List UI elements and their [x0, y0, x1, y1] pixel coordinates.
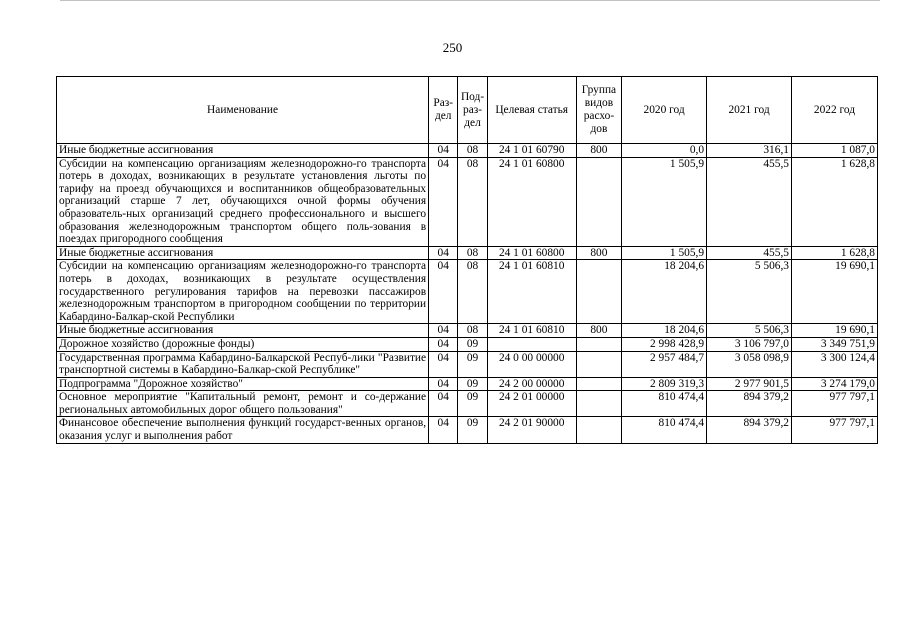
table-row [57, 377, 878, 391]
row-section: 04 [429, 144, 458, 158]
row-target-code: 24 2 01 00000 [487, 391, 576, 417]
table-row [57, 157, 878, 246]
row-amount-2020: 0,0 [622, 144, 707, 158]
header-subsection: Под-раз-дел [458, 77, 487, 144]
table-header-row [57, 77, 878, 144]
row-amount-2020: 2 998 428,9 [622, 337, 707, 351]
row-section: 04 [429, 260, 458, 324]
row-target-code [487, 337, 576, 351]
row-name: Подпрограмма "Дорожное хозяйство" [57, 377, 429, 391]
table-row [57, 260, 878, 324]
row-name: Государственная программа Кабардино-Балкарской Респуб-лики "Развитие транспортной системы в Кабардино-Балкар-ской Республике" [57, 351, 429, 377]
row-amount-2022: 1 628,8 [792, 246, 878, 260]
row-section: 04 [429, 246, 458, 260]
row-group [576, 391, 621, 417]
row-amount-2021: 3 058 098,9 [707, 351, 792, 377]
row-section: 04 [429, 351, 458, 377]
table-row [57, 391, 878, 417]
row-amount-2021: 5 506,3 [707, 260, 792, 324]
row-section: 04 [429, 391, 458, 417]
row-subsection: 08 [458, 144, 487, 158]
table-row [57, 144, 878, 158]
row-target-code: 24 1 01 60800 [487, 246, 576, 260]
header-section: Раз-дел [429, 77, 458, 144]
table-row [57, 351, 878, 377]
table-row [57, 246, 878, 260]
budget-table [56, 76, 878, 444]
row-amount-2020: 2 809 319,3 [622, 377, 707, 391]
row-amount-2021: 455,5 [707, 157, 792, 246]
row-group: 800 [576, 246, 621, 260]
row-subsection: 09 [458, 351, 487, 377]
row-amount-2020: 1 505,9 [622, 246, 707, 260]
row-amount-2021: 455,5 [707, 246, 792, 260]
row-target-code: 24 2 00 00000 [487, 377, 576, 391]
row-name: Иные бюджетные ассигнования [57, 246, 429, 260]
row-amount-2022: 977 797,1 [792, 417, 878, 443]
row-name: Субсидии на компенсацию организациям железнодорожно-го транспорта потерь в доходах, возникающих в результате установления льготы по тарифу на проезд обучающихся и воспитанников общеобразовательных организаций старше 7 лет, обучающихся очной формы обучения образователь-ных организаций среднего профессионального и высшего образования железнодорожным транспортом общего поль-зования в поездах пригородного сообщения [57, 157, 429, 246]
row-amount-2021: 2 977 901,5 [707, 377, 792, 391]
row-group: 800 [576, 324, 621, 338]
row-group [576, 351, 621, 377]
row-subsection: 08 [458, 260, 487, 324]
header-2021: 2021 год [707, 77, 792, 144]
row-subsection: 09 [458, 337, 487, 351]
row-subsection: 09 [458, 417, 487, 443]
row-amount-2020: 810 474,4 [622, 417, 707, 443]
header-target: Целевая статья [487, 77, 576, 144]
row-amount-2022: 977 797,1 [792, 391, 878, 417]
page-number: 250 [442, 40, 463, 55]
row-name: Субсидии на компенсацию организациям железнодорожно-го транспорта потерь в доходах, возникающих в результате осуществления государственного регулирования тарифов на перевозки пассажиров железнодорожным транспортом в пригородном сообщении по территории Кабардино-Балкар-ской Республики [57, 260, 429, 324]
row-subsection: 08 [458, 246, 487, 260]
header-2020: 2020 год [622, 77, 707, 144]
row-amount-2021: 316,1 [707, 144, 792, 158]
row-amount-2022: 3 274 179,0 [792, 377, 878, 391]
row-group [576, 260, 621, 324]
row-amount-2020: 1 505,9 [622, 157, 707, 246]
row-amount-2021: 5 506,3 [707, 324, 792, 338]
row-group [576, 377, 621, 391]
row-amount-2022: 19 690,1 [792, 260, 878, 324]
row-amount-2020: 18 204,6 [622, 260, 707, 324]
row-group [576, 157, 621, 246]
header-2022: 2022 год [792, 77, 878, 144]
row-amount-2021: 894 379,2 [707, 417, 792, 443]
header-group: Группа видов расхо-дов [576, 77, 621, 144]
row-target-code: 24 1 01 60810 [487, 260, 576, 324]
table-row [57, 417, 878, 443]
table-row [57, 324, 878, 338]
row-target-code: 24 0 00 00000 [487, 351, 576, 377]
row-subsection: 08 [458, 157, 487, 246]
row-amount-2022: 3 300 124,4 [792, 351, 878, 377]
row-section: 04 [429, 377, 458, 391]
row-group: 800 [576, 144, 621, 158]
row-amount-2022: 3 349 751,9 [792, 337, 878, 351]
table-row [57, 337, 878, 351]
row-name: Основное мероприятие "Капитальный ремонт, ремонт и со-держание региональных автомобильных дорог общего пользования" [57, 391, 429, 417]
header-name: Наименование [57, 77, 429, 144]
row-amount-2020: 2 957 484,7 [622, 351, 707, 377]
row-amount-2022: 1 087,0 [792, 144, 878, 158]
row-name: Дорожное хозяйство (дорожные фонды) [57, 337, 429, 351]
row-group [576, 417, 621, 443]
row-name: Финансовое обеспечение выполнения функций государст-венных органов, оказания услуг и выполнения работ [57, 417, 429, 443]
row-amount-2020: 810 474,4 [622, 391, 707, 417]
row-name: Иные бюджетные ассигнования [57, 324, 429, 338]
row-section: 04 [429, 417, 458, 443]
row-subsection: 09 [458, 377, 487, 391]
row-amount-2022: 1 628,8 [792, 157, 878, 246]
row-amount-2021: 894 379,2 [707, 391, 792, 417]
row-name: Иные бюджетные ассигнования [57, 144, 429, 158]
row-target-code: 24 1 01 60790 [487, 144, 576, 158]
row-section: 04 [429, 157, 458, 246]
row-section: 04 [429, 324, 458, 338]
row-amount-2022: 19 690,1 [792, 324, 878, 338]
row-subsection: 09 [458, 391, 487, 417]
row-subsection: 08 [458, 324, 487, 338]
row-target-code: 24 1 01 60810 [487, 324, 576, 338]
row-target-code: 24 1 01 60800 [487, 157, 576, 246]
row-group [576, 337, 621, 351]
previous-page-edge [60, 0, 880, 6]
row-target-code: 24 2 01 90000 [487, 417, 576, 443]
row-amount-2020: 18 204,6 [622, 324, 707, 338]
row-section: 04 [429, 337, 458, 351]
row-amount-2021: 3 106 797,0 [707, 337, 792, 351]
